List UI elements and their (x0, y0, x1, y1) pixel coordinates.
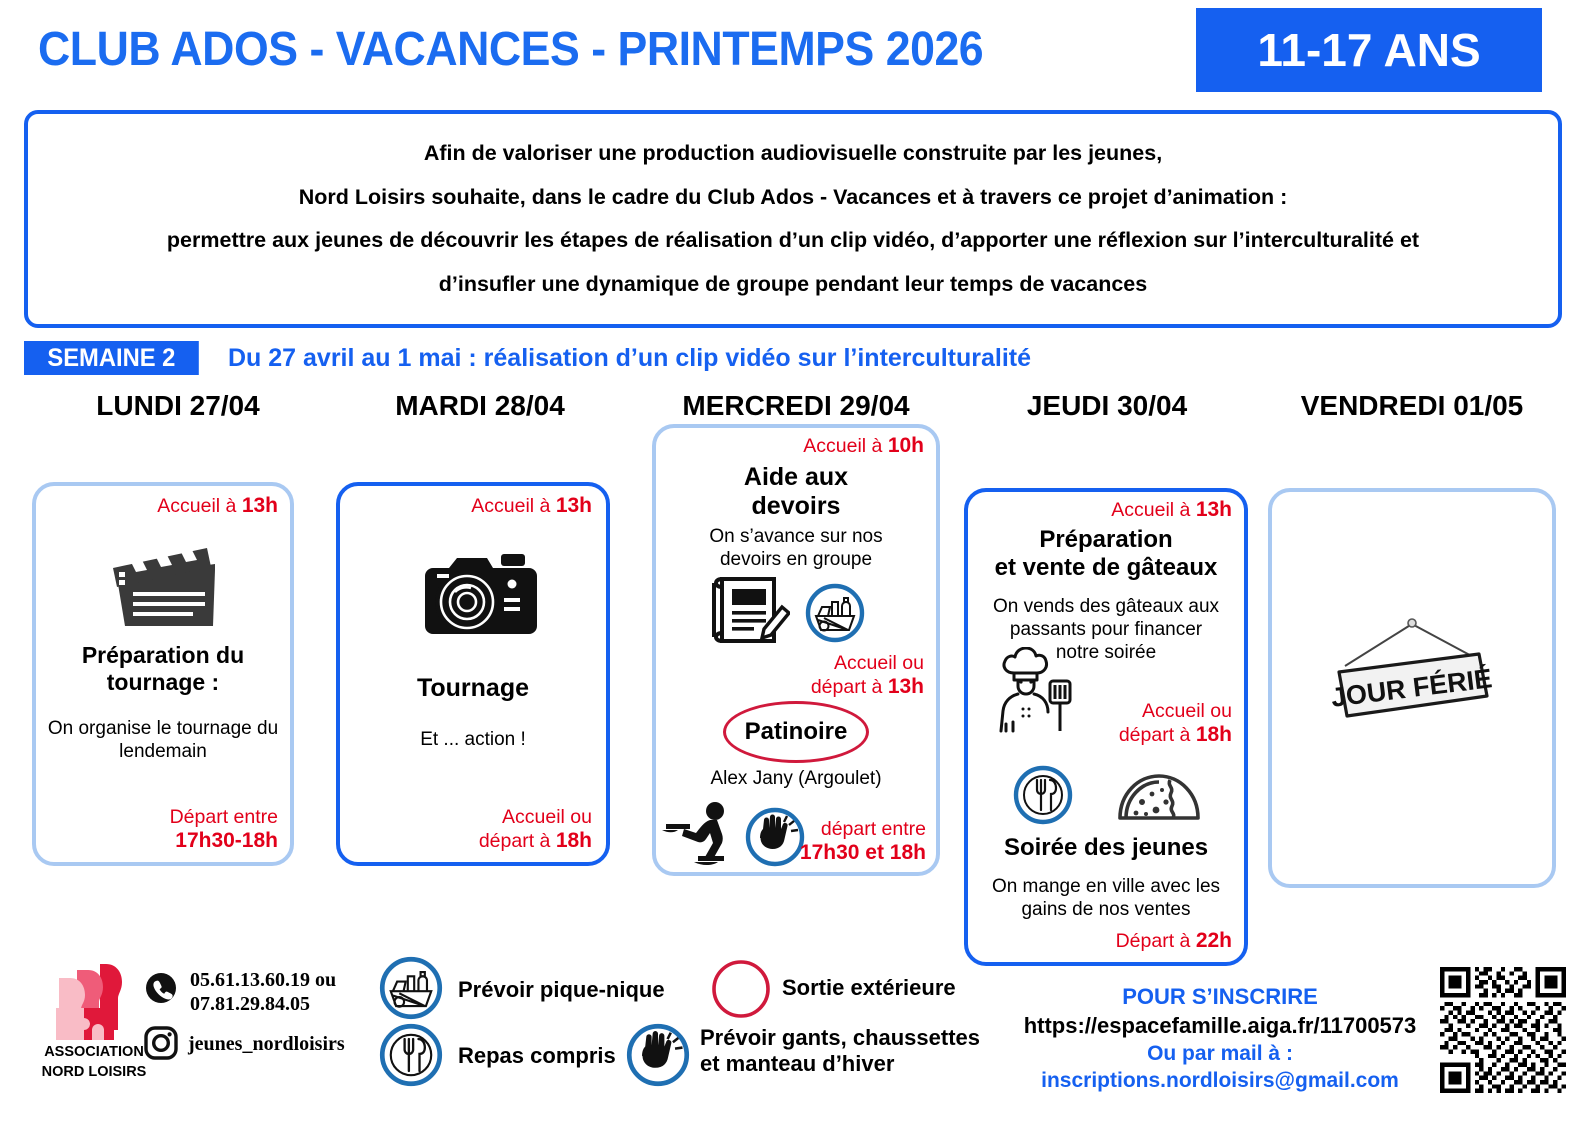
thursday-title-2: Soirée des jeunes (1003, 834, 1209, 861)
phone-numbers: 05.61.13.60.19 ou 07.81.29.84.05 (190, 969, 337, 1016)
legend-meal-label: Repas compris (458, 1043, 616, 1068)
intro-line-2: Nord Loisirs souhaite, dans le cadre du Club Ados - Vacances et à travers ce projet d’animation : (298, 184, 1288, 209)
intro-line-1: Afin de valoriser une production audiovisuelle construite par les jeunes, (423, 140, 1163, 165)
camera-icon (405, 538, 541, 646)
day-card-tuesday[interactable] (336, 482, 610, 866)
association-name: ASSOCIATION NORD LOISIRS (41, 1044, 147, 1080)
day-header-wednesday: MERCREDI 29/04 (682, 390, 910, 421)
wednesday-outing-place: Alex Jany (Argoulet) (710, 768, 882, 789)
signup-mail-label: Ou par mail à : (1147, 1042, 1293, 1066)
week-description: Du 27 avril au 1 mai : réalisation d’un clip vidéo sur l’interculturalité (228, 344, 1032, 372)
day-header-friday: VENDREDI 01/05 (1300, 390, 1524, 421)
thursday-title: Préparation et vente de gâteaux (994, 526, 1218, 581)
wednesday-departure: départ entre 17h30 et 18h (799, 818, 926, 865)
chef-icon (996, 647, 1080, 737)
day-header-thursday: JEUDI 30/04 (1026, 390, 1188, 421)
tuesday-departure: Accueil ou départ à 18h (478, 806, 592, 853)
phone-icon (145, 972, 177, 1004)
wednesday-body: On s’avance sur nos devoirs en groupe (709, 526, 883, 570)
wednesday-title: Aide aux devoirs (743, 463, 849, 520)
page-title: CLUB ADOS - VACANCES - PRINTEMPS 2026 (38, 23, 984, 76)
meal-included-icon (1012, 764, 1074, 826)
thursday-mid-time: Accueil ou départ à 18h (1118, 700, 1232, 746)
wednesday-arrival: Accueil à 10h (803, 434, 924, 457)
holiday-sign-text: JOUR FÉRIÉ (1329, 663, 1494, 713)
clapperboard-icon (103, 534, 223, 634)
day-header-monday: LUNDI 27/04 (96, 390, 260, 421)
taco-icon (1114, 768, 1204, 828)
instagram-icon[interactable] (144, 1026, 178, 1060)
legend-picnic-icon (378, 955, 444, 1021)
poster-header (0, 0, 1587, 100)
homework-icon (708, 573, 790, 649)
thursday-body-2: On mange en ville avec les gains de nos ventes (991, 876, 1221, 920)
legend-gloves-icon (625, 1022, 691, 1088)
wednesday-outing-label: Patinoire (744, 718, 848, 745)
intro-line-4: d’insufler une dynamique de groupe pendant leur temps de vacances (438, 272, 1148, 297)
instagram-handle: jeunes_nordloisirs (188, 1033, 345, 1055)
day-header-tuesday: MARDI 28/04 (395, 390, 565, 421)
monday-arrival: Accueil à 13h (157, 494, 278, 517)
wednesday-outing (656, 704, 936, 760)
legend-outing-label: Sortie extérieure (782, 975, 956, 1000)
legend-meal-icon (378, 1022, 444, 1088)
week-badge: SEMAINE 2 (24, 341, 199, 375)
thursday-body: On vends des gâteaux aux passants pour financer notre soirée (992, 596, 1220, 663)
monday-title: Préparation du tournage : (81, 642, 245, 695)
day-card-wednesday[interactable] (652, 424, 940, 876)
thursday-arrival: Accueil à 13h (1111, 498, 1232, 521)
qr-code-icon (1440, 967, 1566, 1093)
legend-outing-icon (710, 958, 772, 1020)
signup-mail[interactable]: inscriptions.nordloisirs@gmail.com (1041, 1069, 1399, 1093)
day-card-friday[interactable] (1268, 488, 1556, 888)
day-card-monday[interactable] (32, 482, 294, 866)
tuesday-body: Et ... action ! (420, 729, 526, 750)
wednesday-mid-time: Accueil ou départ à 13h (810, 652, 924, 698)
signup-block (1000, 983, 1440, 1095)
association-logo (44, 958, 144, 1054)
intro-box (24, 110, 1562, 328)
picnic-icon (804, 582, 866, 644)
tuesday-arrival: Accueil à 13h (471, 494, 592, 517)
monday-departure: Départ entre 17h30-18h (169, 806, 278, 853)
legend-gloves-label: Prévoir gants, chaussettes et manteau d’hiver (700, 1025, 981, 1077)
holiday-sign-icon (1319, 610, 1505, 740)
day-card-thursday[interactable] (964, 488, 1248, 966)
gloves-icon (744, 806, 806, 868)
tuesday-title: Tournage (416, 674, 530, 702)
intro-line-3: permettre aux jeunes de découvrir les étapes de réalisation d’un clip vidéo, d’apporter une réflexion sur l’interculturalité et (166, 228, 1420, 253)
ice-skater-icon (660, 800, 740, 868)
legend-picnic-label: Prévoir pique-nique (458, 977, 665, 1002)
signup-heading: POUR S’INSCRIRE (1122, 984, 1318, 1009)
age-badge: 11-17 ANS (1196, 8, 1542, 92)
monday-body: On organise le tournage du lendemain (47, 718, 279, 762)
thursday-departure: Départ à 22h (1115, 929, 1232, 953)
signup-url[interactable]: https://espacefamille.aiga.fr/11700573 (1023, 1012, 1417, 1038)
